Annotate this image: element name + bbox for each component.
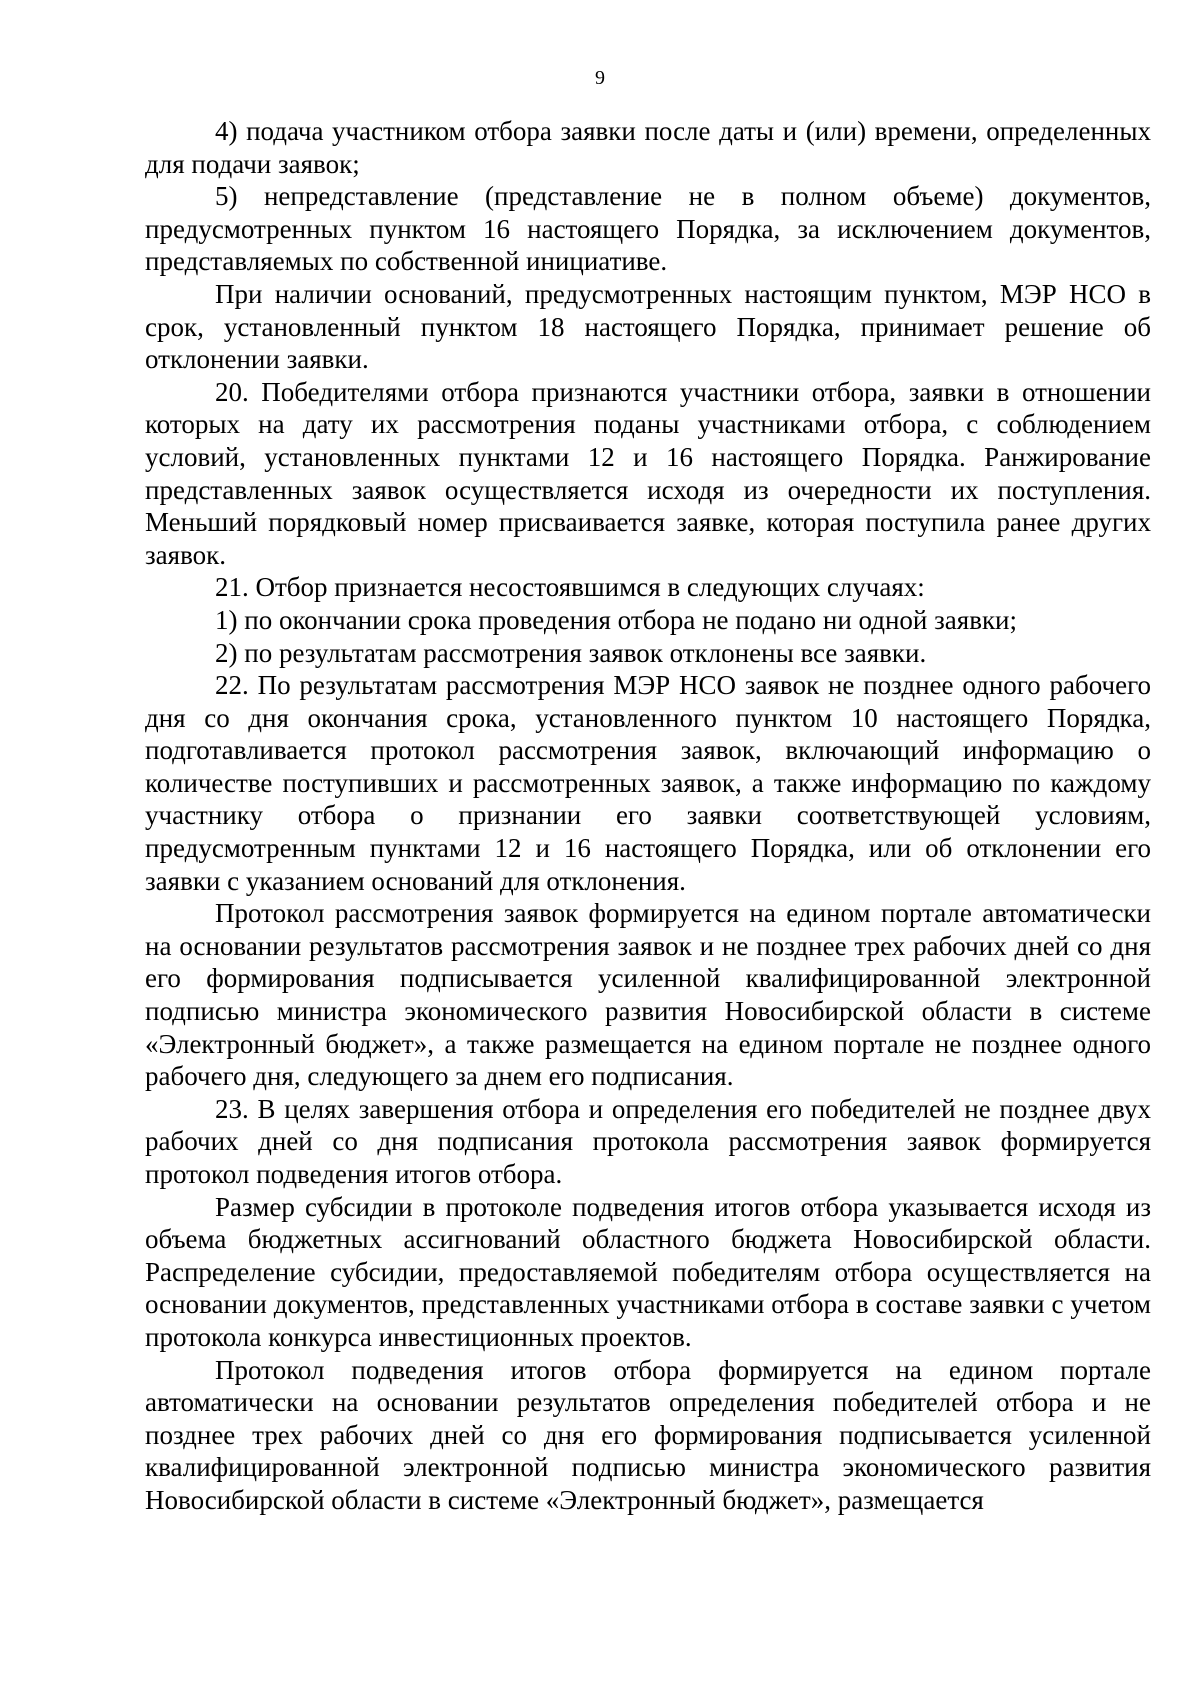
paragraph-20: 20. Победителями отбора признаются участники отбора, заявки в отношении которых на дату их рассмотрения поданы участниками отбора, с соблюдением условий, установленных пунктами 12 и 16 настоящего Порядка. Ранжирование представленных заявок осуществляется исходя из очередности их поступления. Меньший порядковый номер присваивается заявке, которая поступила ранее других заявок. — [145, 376, 1151, 570]
paragraph-22: 22. По результатам рассмотрения МЭР НСО заявок не позднее одного рабочего дня со дня окончания срока, установленного пунктом 10 настоящего Порядка, подготавливается протокол рассмотрения заявок, включающий информацию о количестве поступивших и рассмотренных заявок, а также информацию по каждому участнику отбора о признании его заявки соответствующей условиям, предусмотренным пунктами 12 и 16 настоящего Порядка, или об отклонении его заявки с указанием оснований для отклонения. — [145, 670, 1151, 896]
paragraph-item-4: 4) подача участником отбора заявки после даты и (или) времени, определенных для подачи заявок; — [145, 116, 1151, 179]
paragraph-review-protocol: Протокол рассмотрения заявок формируется на едином портале автоматически на основании результатов рассмотрения заявок и не позднее трех рабочих дней со дня его формирования подписывается усиленной квалифицированной электронной подписью министра экономического развития Новосибирской области в системе «Электронный бюджет», а также размещается на едином портале не позднее одного рабочего дня, следующего за днем его подписания. — [145, 898, 1151, 1092]
paragraph-item-5: 5) непредставление (представление не в полном объеме) документов, предусмотренных пунктом 16 настоящего Порядка, за исключением документов, представляемых по собственной инициативе. — [145, 181, 1151, 277]
page-number: 9 — [595, 67, 605, 89]
paragraph-subsidy-amount: Размер субсидии в протоколе подведения итогов отбора указывается исходя из объема бюджетных ассигнований областного бюджета Новосибирской области. Распределение субсидии, предоставляемой победителям отбора осуществляется на основании документов, представленных участниками отбора в составе заявки с учетом протокола конкурса инвестиционных проектов. — [145, 1191, 1151, 1352]
paragraph-21-item-1: 1) по окончании срока проведения отбора не подано ни одной заявки; — [215, 604, 1018, 635]
paragraph-21: 21. Отбор признается несостоявшимся в следующих случаях: — [215, 572, 925, 603]
paragraph-grounds-rejection: При наличии оснований, предусмотренных настоящим пунктом, МЭР НСО в срок, установленный пунктом 18 настоящего Порядка, принимает решение об отклонении заявки. — [145, 278, 1151, 375]
document-body — [145, 115, 1151, 1517]
paragraph-21-item-2: 2) по результатам рассмотрения заявок отклонены все заявки. — [215, 637, 927, 668]
paragraph-23: 23. В целях завершения отбора и определения его победителей не позднее двух рабочих дней со дня подписания протокола рассмотрения заявок формируется протокол подведения итогов отбора. — [145, 1093, 1151, 1189]
paragraph-results-protocol: Протокол подведения итогов отбора формируется на едином портале автоматически на основании результатов определения победителей отбора и не позднее трех рабочих дней со дня его формирования подписывается усиленной квалифицированной электронной подписью министра экономического развития Новосибирской области в системе «Электронный бюджет», размещается — [145, 1354, 1151, 1515]
